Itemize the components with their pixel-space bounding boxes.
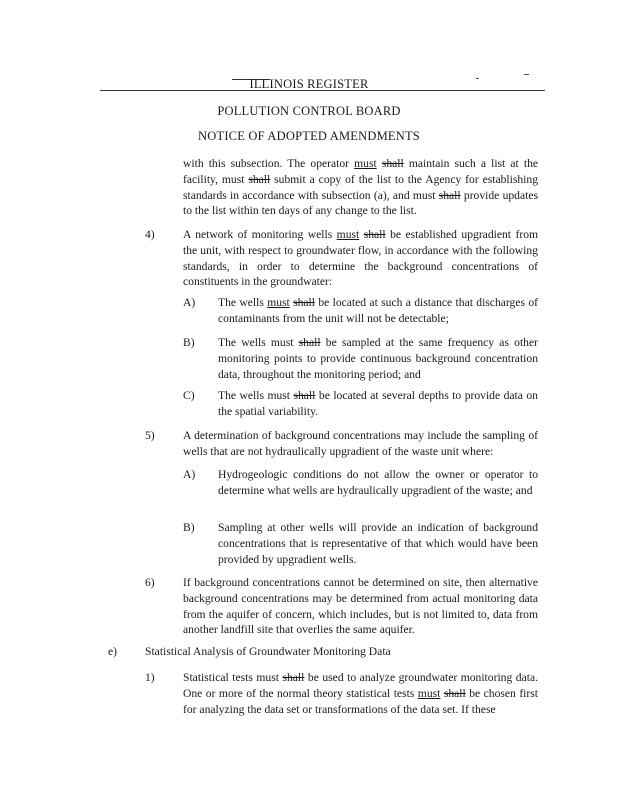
section-e-heading: Statistical Analysis of Groundwater Monitoring Data: [145, 645, 391, 658]
sub-5b-paragraph: Sampling at other wells will provide an indication of background concentrations that is representative of that which would have been provided by upgradient wells.: [218, 521, 538, 566]
text-run: be chosen first for analyzing the data set or transformations of the data set. If these: [183, 686, 538, 716]
item-5-paragraph: A determination of background concentrations may include the sampling of wells that are not hydraulically upgradient of the waste unit where:: [183, 429, 538, 458]
item-label-1: 1): [145, 671, 155, 684]
text-run: The wells must: [218, 389, 294, 402]
inserted-text: must: [267, 296, 290, 309]
item-4-paragraph: [183, 227, 538, 290]
text-run: The wells must: [218, 336, 299, 349]
item-label-4: 4): [145, 228, 155, 241]
text-run: The wells: [218, 296, 268, 309]
item-label-6: 6): [145, 576, 155, 589]
sub-label-4c: C): [183, 389, 195, 402]
text-run: A network of monitoring wells: [183, 228, 337, 241]
text-run: be sampled at the same frequency as other monitoring points to provide continuous background concentration data, throughout the monitoring period; and: [218, 336, 538, 381]
text-run: provide updates to the list within ten days of any change to the list.: [183, 188, 538, 218]
notice-title: NOTICE OF ADOPTED AMENDMENTS: [198, 129, 420, 143]
section-label-e: e): [108, 645, 118, 658]
header-mark-right: [524, 74, 529, 75]
sub-label-4b: B): [183, 336, 195, 349]
deleted-text: shall: [293, 296, 315, 309]
continuation-paragraph: [183, 156, 538, 219]
sub-4b-paragraph: [218, 335, 538, 382]
text-run: submit a copy of the list to the Agency for establishing standards in accordance with subsection (a), and must: [183, 172, 538, 202]
text-run: be used to analyze groundwater monitoring data. One or more of the normal theory statistical tests: [183, 671, 538, 700]
deleted-text: shall: [298, 336, 321, 349]
deleted-text: shall: [363, 228, 386, 241]
deleted-text: shall: [248, 172, 271, 186]
deleted-text: shall: [443, 686, 466, 700]
sub-4a-paragraph: [218, 295, 538, 327]
register-title: ILLINOIS REGISTER: [249, 77, 369, 91]
deleted-text: shall: [438, 188, 461, 202]
item-label-5: 5): [145, 429, 155, 442]
text-run: maintain such a list at the facility, must: [183, 157, 539, 186]
text-run: be located at several depths to provide data on the spatial variability.: [218, 389, 538, 418]
text-run: be established upgradient from the unit, with respect to groundwater flow, in accordance with the following standards, in order to determine the background concentrations of constituents in the groundwater:: [183, 228, 539, 289]
text-run: Statistical tests must: [183, 671, 283, 684]
board-title: POLLUTION CONTROL BOARD: [217, 104, 401, 118]
text-run: with this subsection. The operator: [183, 157, 355, 170]
sub-label-5b: B): [183, 521, 195, 534]
deleted-text: shall: [293, 389, 316, 402]
inserted-text: must: [354, 157, 377, 170]
text-run: be located at such a distance that discharges of contaminants from the unit will not be detectable;: [218, 296, 538, 325]
deleted-text: shall: [381, 157, 404, 170]
deleted-text: shall: [282, 671, 305, 684]
sub-label-5a: A): [183, 468, 196, 481]
sub-5a-paragraph: Hydrogeologic conditions do not allow the owner or operator to determine what wells are hydraulically upgradient of the waste; and: [218, 468, 538, 497]
sub-4c-paragraph: [218, 388, 538, 420]
sub-label-4a: A): [183, 296, 196, 309]
inserted-text: must: [417, 686, 441, 700]
inserted-text: must: [336, 228, 360, 241]
item-1-paragraph: [183, 670, 538, 717]
item-6-paragraph: If background concentrations cannot be determined on site, then alternative background concentrations may be determined from actual monitoring data from the aquifer of concern, which includes, but is not limited to, data from another landfill site that overlies the same aquifer.: [183, 576, 538, 637]
